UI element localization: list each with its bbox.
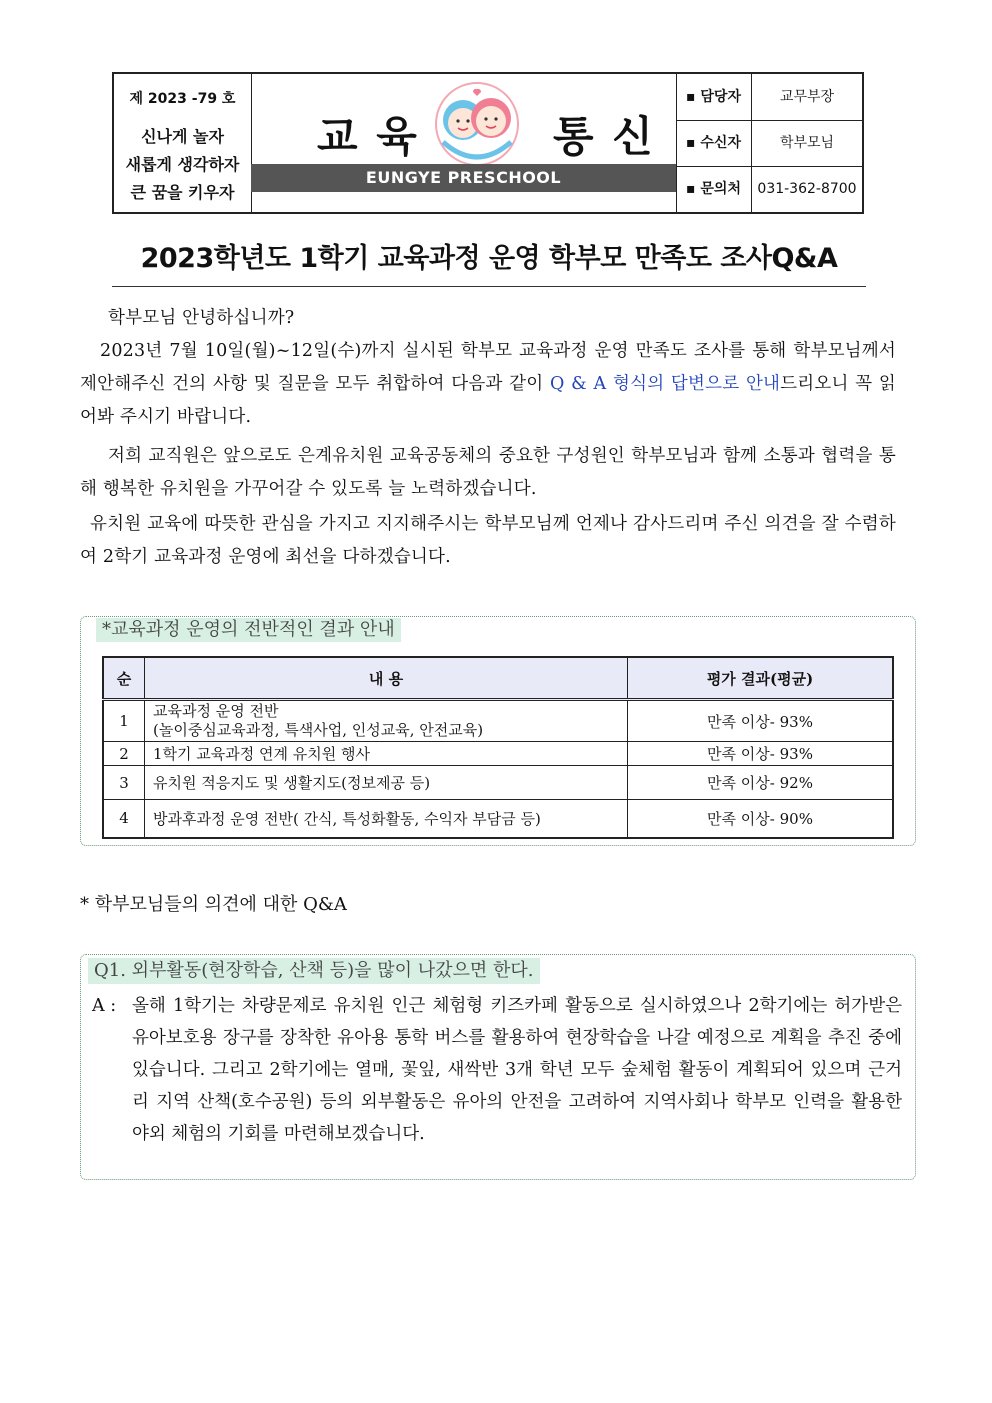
intro-paragraph-1	[80, 335, 896, 434]
col-number: 순	[103, 657, 145, 700]
col-content: 내 용	[145, 657, 628, 700]
title-divider	[112, 286, 866, 287]
greeting: 학부모님 안녕하십니까?	[108, 308, 295, 328]
info-key: ▪ 문의처	[676, 166, 752, 212]
intro-paragraph-3: 유치원 교육에 따뜻한 관심을 가지고 지지해주시는 학부모님께 언제나 감사드리며 주신 의견을 잘 수렴하여 2학기 교육과정 운영에 최선을 다하겠습니다.	[80, 514, 896, 567]
answer-1: 올해 1학기는 차량문제로 유치원 인근 체험형 키즈카페 활동으로 실시하였으나 2학기에는 허가받은 유아보호용 장구를 장착한 유아용 통학 버스를 활용하여 현장학습을 나갈 예정으로 계획을 추진 중에 있습니다. 그리고 2학기에는 열매, 꽃잎, 새싹반 3개 학년 모두 숲체험 활동이 계획되어 있으며 근거리 지역 산책(호수공원) 등의 외부활동은 유아의 안전을 고려하여 지역사회나 학부모 인력을 활용한 야외 체험의 기회를 마련해보겠습니다.	[132, 996, 902, 1144]
info-row-recipient	[676, 120, 862, 167]
row-number: 3	[103, 766, 145, 800]
title-right: 통 신	[553, 112, 655, 161]
info-row-contact	[676, 166, 862, 212]
para1-text-end: 드리오니 꼭 읽어봐 주시기 바랍니다.	[80, 374, 897, 427]
para1-text: 2023년 7월 10일(월)~12일(수)까지 실시된 학부모 교육과정 운영 만족도 조사를 통해 학부모님께서 제안해주신 건의 사항 및 질문을 모두 취합하여 다음과 같이	[80, 341, 896, 394]
row-result: 만족 이상- 90%	[628, 800, 894, 838]
row-content: 1학기 교육과정 연계 유치원 행사	[145, 742, 628, 766]
col-result: 평가 결과(평균)	[628, 657, 894, 700]
newsletter-header	[112, 72, 864, 214]
header-title-column	[251, 74, 677, 212]
info-value: 학부모님	[779, 135, 835, 151]
table-row	[103, 766, 893, 800]
document-title: 2023학년도 1학기 교육과정 운영 학부모 만족도 조사Q&A	[140, 243, 838, 274]
header-info-grid	[676, 74, 862, 212]
row-result: 만족 이상- 93%	[628, 700, 894, 742]
info-key: ▪ 담당자	[676, 74, 752, 120]
row-content-line1: 교육과정 운영 전반	[153, 702, 279, 720]
results-heading: *교육과정 운영의 전반적인 결과 안내	[96, 618, 401, 642]
row-content: 방과후과정 운영 전반( 간식, 특성화활동, 수익자 부담금 등)	[145, 800, 628, 838]
info-value: 교무부장	[779, 89, 835, 105]
question-1: Q1. 외부활동(현장학습, 산책 등)을 많이 나갔으면 한다.	[88, 958, 540, 984]
intro-paragraph-2: 저희 교직원은 앞으로도 은계유치원 교육공동체의 중요한 구성원인 학부모님과 함께 소통과 협력을 통해 행복한 유치원을 가꾸어갈 수 있도록 늘 노력하겠습니다.	[80, 446, 896, 499]
table-header-row	[103, 657, 893, 700]
row-result: 만족 이상- 93%	[628, 742, 894, 766]
row-content: 유치원 적응지도 및 생활지도(정보제공 등)	[145, 766, 628, 800]
answer-label: A :	[92, 996, 117, 1016]
slogan-1: 신나게 놀자	[141, 127, 224, 146]
table-row	[103, 800, 893, 838]
row-content-line2: (놀이중심교육과정, 특색사업, 인성교육, 안전교육)	[153, 721, 484, 739]
info-value: 031-362-8700	[757, 181, 857, 197]
school-name-bar: EUNGYE PRESCHOOL	[251, 164, 676, 192]
slogan-2: 새롭게 생각하자	[125, 155, 240, 174]
row-result: 만족 이상- 92%	[628, 766, 894, 800]
results-table	[102, 656, 894, 839]
para1-highlight: Q & A 형식의 답변으로 안내	[550, 374, 781, 394]
row-number: 4	[103, 800, 145, 838]
issue-number: 제 2023 -79 호	[129, 91, 236, 107]
info-row-manager	[676, 74, 862, 121]
header-left-column	[114, 74, 252, 212]
school-logo-icon	[433, 80, 521, 168]
table-row	[103, 700, 893, 742]
title-left: 교 육	[317, 112, 419, 161]
row-number: 2	[103, 742, 145, 766]
info-key: ▪ 수신자	[676, 120, 752, 166]
qa-heading: * 학부모님들의 의견에 대한 Q&A	[80, 894, 347, 915]
row-content	[145, 700, 628, 742]
slogan-3: 큰 꿈을 키우자	[130, 183, 235, 202]
row-number: 1	[103, 700, 145, 742]
table-row	[103, 742, 893, 766]
